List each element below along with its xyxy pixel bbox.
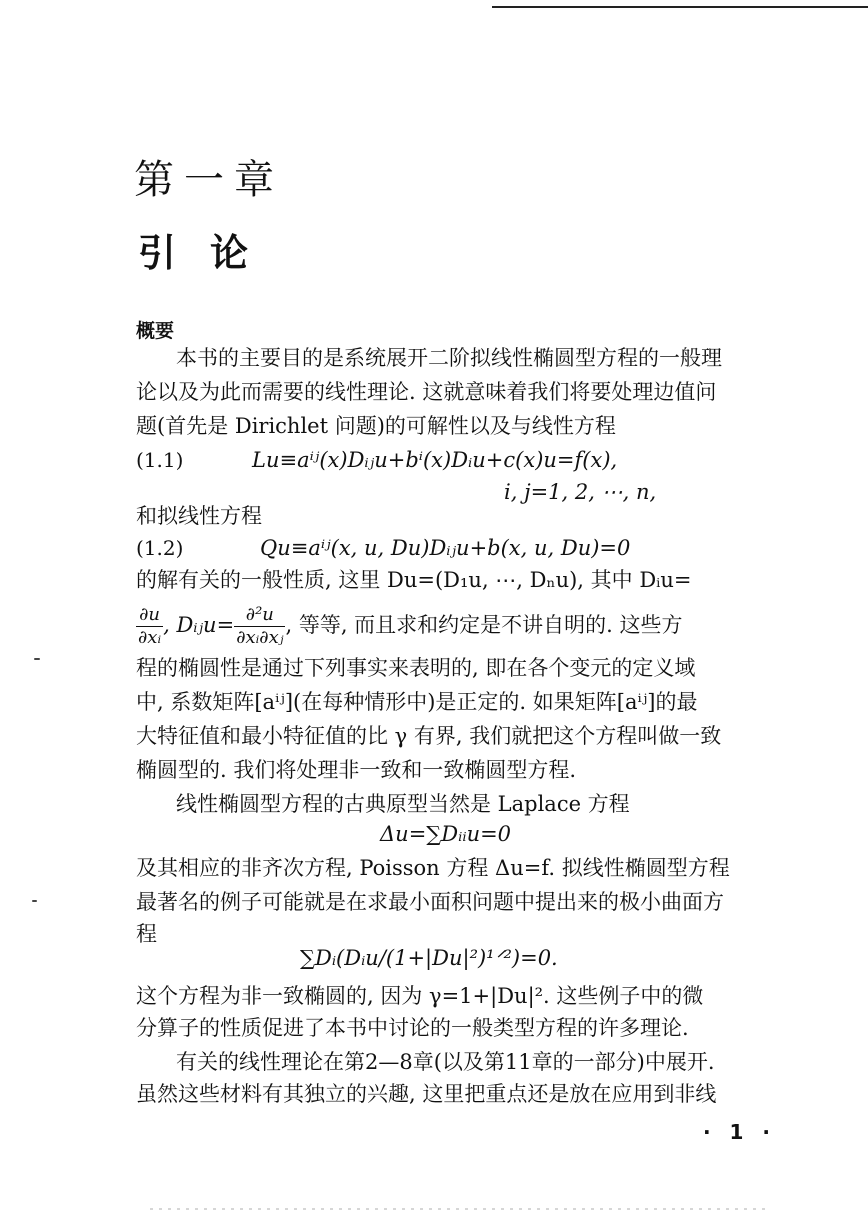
text-line: 大特征值和最小特征值的比 γ 有界, 我们就把这个方程叫做一致 bbox=[136, 724, 722, 748]
text-line: 及其相应的非齐次方程, Poisson 方程 Δu=f. 拟线性椭圆型方程 bbox=[136, 856, 730, 880]
equation-laplace: Δu=∑Dᵢᵢu=0 bbox=[380, 822, 512, 846]
text-line: 的解有关的一般性质, 这里 Du=(D₁u, ⋯, Dₙu), 其中 Dᵢu= bbox=[136, 568, 692, 592]
equation-2: Qu≡aⁱʲ(x, u, Du)Dᵢⱼu+b(x, u, Du)=0 bbox=[260, 536, 631, 560]
text-line: 论以及为此而需要的线性理论. 这就意味着我们将要处理边值问 bbox=[136, 380, 717, 404]
chapter-title: 引论 bbox=[138, 231, 283, 275]
text-line: 有关的线性理论在第2—8章(以及第11章的一部分)中展开. bbox=[176, 1050, 715, 1074]
chapter-number: 第一章 bbox=[134, 157, 284, 203]
text-line: 程的椭圆性是通过下列事实来表明的, 即在各个变元的定义域 bbox=[136, 656, 696, 680]
text-line: 这个方程为非一致椭圆的, 因为 γ=1+|Du|². 这些例子中的微 bbox=[136, 984, 704, 1008]
fraction-du-dxi: $\frac{\partial u}{\text{∂xᵢ}}$ bbox=[138, 604, 162, 648]
scan-noise-bottom bbox=[150, 1208, 770, 1210]
text-line: 虽然这些材料有其独立的兴趣, 这里把重点还是放在应用到非线 bbox=[136, 1082, 717, 1106]
text-line-with-fractions: $\frac{\partial u}{\text{∂xᵢ}}$ , Dᵢⱼu= $\frac{\text{∂²u}}{\text{∂xᵢ∂xⱼ}}$ , 等等, 而且求和约定是不讲自明的. 这些方 bbox=[138, 604, 683, 648]
equation-label: (1.1) bbox=[136, 448, 184, 472]
fraction-d2u-dxidxj: $\frac{\text{∂²u}}{\text{∂xᵢ∂xⱼ}}$ bbox=[236, 604, 284, 648]
section-heading: 概要 bbox=[136, 320, 175, 342]
text-line: 题(首先是 Dirichlet 问题)的可解性以及与线性方程 bbox=[136, 414, 616, 438]
equation-label: (1.2) bbox=[136, 536, 184, 560]
page-number: · 1 · bbox=[702, 1120, 776, 1144]
equation-1-index-range: i, j=1, 2, ⋯, n, bbox=[504, 480, 657, 504]
top-rule bbox=[492, 6, 868, 8]
scan-speck bbox=[32, 900, 37, 902]
text-line: 线性椭圆型方程的古典原型当然是 Laplace 方程 bbox=[176, 792, 630, 816]
text-line: 和拟线性方程 bbox=[136, 504, 262, 528]
text-line: 分算子的性质促进了本书中讨论的一般类型方程的许多理论. bbox=[136, 1016, 689, 1040]
equation-1: Lu≡aⁱʲ(x)Dᵢⱼu+bⁱ(x)Dᵢu+c(x)u=f(x), bbox=[252, 448, 618, 472]
text-line: 本书的主要目的是系统展开二阶拟线性椭圆型方程的一般理 bbox=[176, 346, 722, 370]
equation-minimal-surface: ∑Dᵢ(Dᵢu/(1+|Du|²)¹ᐟ²)=0. bbox=[300, 946, 558, 970]
text-line: 椭圆型的. 我们将处理非一致和一致椭圆型方程. bbox=[136, 758, 577, 782]
text-line: 最著名的例子可能就是在求最小面积问题中提出来的极小曲面方 bbox=[136, 890, 724, 914]
text-line: 中, 系数矩阵[aⁱʲ](在每种情形中)是正定的. 如果矩阵[aⁱʲ]的最 bbox=[136, 690, 698, 714]
text-line: 程 bbox=[136, 922, 157, 946]
scan-speck bbox=[34, 658, 40, 660]
